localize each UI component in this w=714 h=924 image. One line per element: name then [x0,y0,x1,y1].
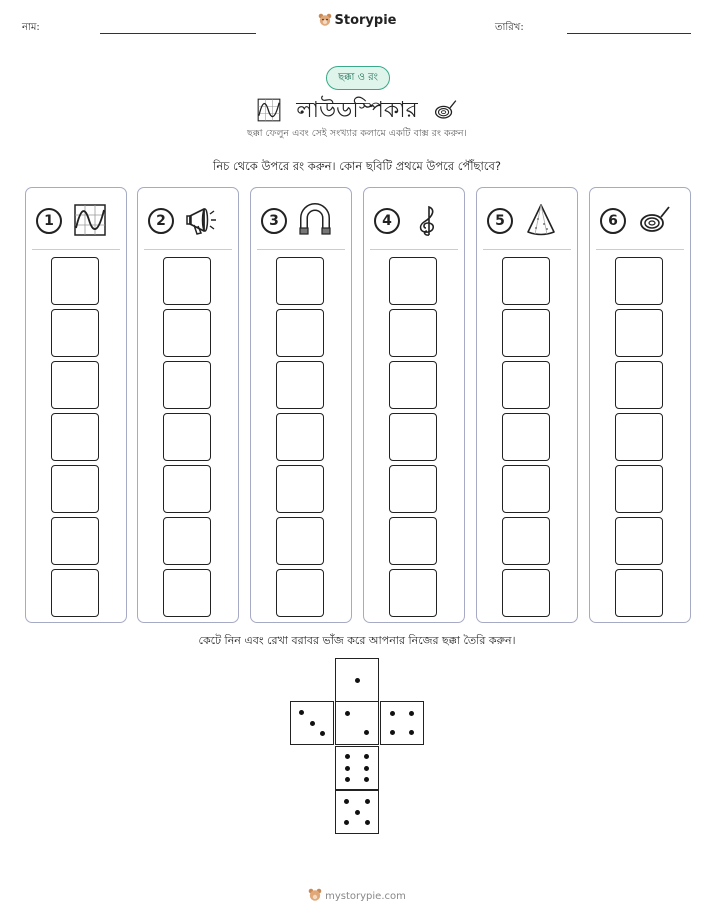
color-box[interactable] [163,361,211,409]
color-box[interactable] [502,361,550,409]
color-box[interactable] [615,465,663,513]
dice-face-1 [335,658,379,702]
cutout-instruction: কেটে নিন এবং রেখা বরাবর ভাঁজ করে আপনার নিজের ছক্কা তৈরি করুন। [198,634,516,647]
column-divider [483,249,571,250]
column-number: 1 [36,208,62,234]
color-box[interactable] [51,361,99,409]
color-box[interactable] [615,257,663,305]
column-6 [589,187,691,623]
dice-pip [390,730,395,735]
color-box[interactable] [615,413,663,461]
color-box[interactable] [502,569,550,617]
color-box[interactable] [163,569,211,617]
color-box[interactable] [615,569,663,617]
dice-pip [364,754,369,759]
dice-pip [344,820,349,825]
column-divider [596,249,684,250]
dice-pip [364,730,369,735]
color-box[interactable] [615,361,663,409]
question: নিচ থেকে উপরে রং করুন। কোন ছবিটি প্রথমে উপরে পৌঁছাবে? [213,159,501,173]
column-number: 3 [261,208,287,234]
dice-pip [345,766,350,771]
dice-pip [355,810,360,815]
brand-logo [0,13,714,28]
dice-face-3 [290,701,334,745]
color-box[interactable] [51,309,99,357]
dice-face-6 [335,746,379,790]
bear-icon [308,888,322,901]
treble-clef-icon [410,202,446,238]
subtitle: ছক্কা ফেলুন এবং সেই সংখ্যার কলামে একটি বাক্স রং করুন। [247,128,467,139]
dice-pip [364,766,369,771]
graph-icon [72,202,108,238]
name-line[interactable] [100,33,256,34]
color-box[interactable] [51,569,99,617]
color-box[interactable] [163,309,211,357]
column-5 [476,187,578,623]
column-number: 2 [148,208,174,234]
color-box[interactable] [163,517,211,565]
color-box[interactable] [389,361,437,409]
column-4 [363,187,465,623]
color-box[interactable] [615,309,663,357]
color-box[interactable] [502,465,550,513]
dice-pip [310,721,315,726]
color-box[interactable] [163,413,211,461]
dice-pip [345,777,350,782]
column-divider [32,249,120,250]
color-box[interactable] [276,465,324,513]
color-box[interactable] [502,309,550,357]
color-box[interactable] [502,413,550,461]
color-box[interactable] [163,465,211,513]
color-box[interactable] [276,569,324,617]
graph-icon [256,97,282,123]
brand-name: Storypie [334,13,397,28]
dice-pip [299,710,304,715]
color-box[interactable] [51,465,99,513]
color-box[interactable] [389,309,437,357]
date-label: তারিখ: [495,22,524,33]
dice-pip [345,754,350,759]
megaphone-icon [184,202,220,238]
color-box[interactable] [389,413,437,461]
dice-pip [345,711,350,716]
coiled-rope-icon [636,202,672,238]
name-label: নাম: [22,22,40,33]
dice-pip [320,731,325,736]
dice-pip [355,678,360,683]
page-title [0,93,714,130]
column-divider [257,249,345,250]
column-2 [137,187,239,623]
color-box[interactable] [502,257,550,305]
column-divider [144,249,232,250]
color-box[interactable] [51,413,99,461]
color-box[interactable] [276,361,324,409]
color-box[interactable] [276,309,324,357]
title-text: লাউডস্পিকার [296,98,418,123]
column-number: 4 [374,208,400,234]
color-box[interactable] [276,413,324,461]
dice-pip [409,711,414,716]
cone-icon [523,202,559,238]
column-divider [370,249,458,250]
column-1 [25,187,127,623]
dice-pip [365,799,370,804]
dice-pip [365,820,370,825]
color-box[interactable] [51,517,99,565]
date-line[interactable] [567,33,691,34]
dice-pip [344,799,349,804]
color-box[interactable] [163,257,211,305]
dice-face-2 [335,701,379,745]
dice-face-4 [380,701,424,745]
color-box[interactable] [615,517,663,565]
color-box[interactable] [51,257,99,305]
color-box[interactable] [276,517,324,565]
footer [0,888,714,902]
color-box[interactable] [389,257,437,305]
dice-face-5 [335,790,379,834]
magnet-icon [297,202,333,238]
color-box[interactable] [389,465,437,513]
column-3 [250,187,352,623]
color-box[interactable] [389,517,437,565]
dice-color-tag: ছক্কা ও রং [326,66,390,90]
footer-url: mystorypie.com [325,891,406,902]
column-number: 6 [600,208,626,234]
dice-pip [390,711,395,716]
dice-pip [409,730,414,735]
color-box[interactable] [502,517,550,565]
color-box[interactable] [276,257,324,305]
color-box[interactable] [389,569,437,617]
coiled-rope-icon [432,97,458,123]
column-number: 5 [487,208,513,234]
dice-pip [364,777,369,782]
bear-icon [318,13,332,26]
